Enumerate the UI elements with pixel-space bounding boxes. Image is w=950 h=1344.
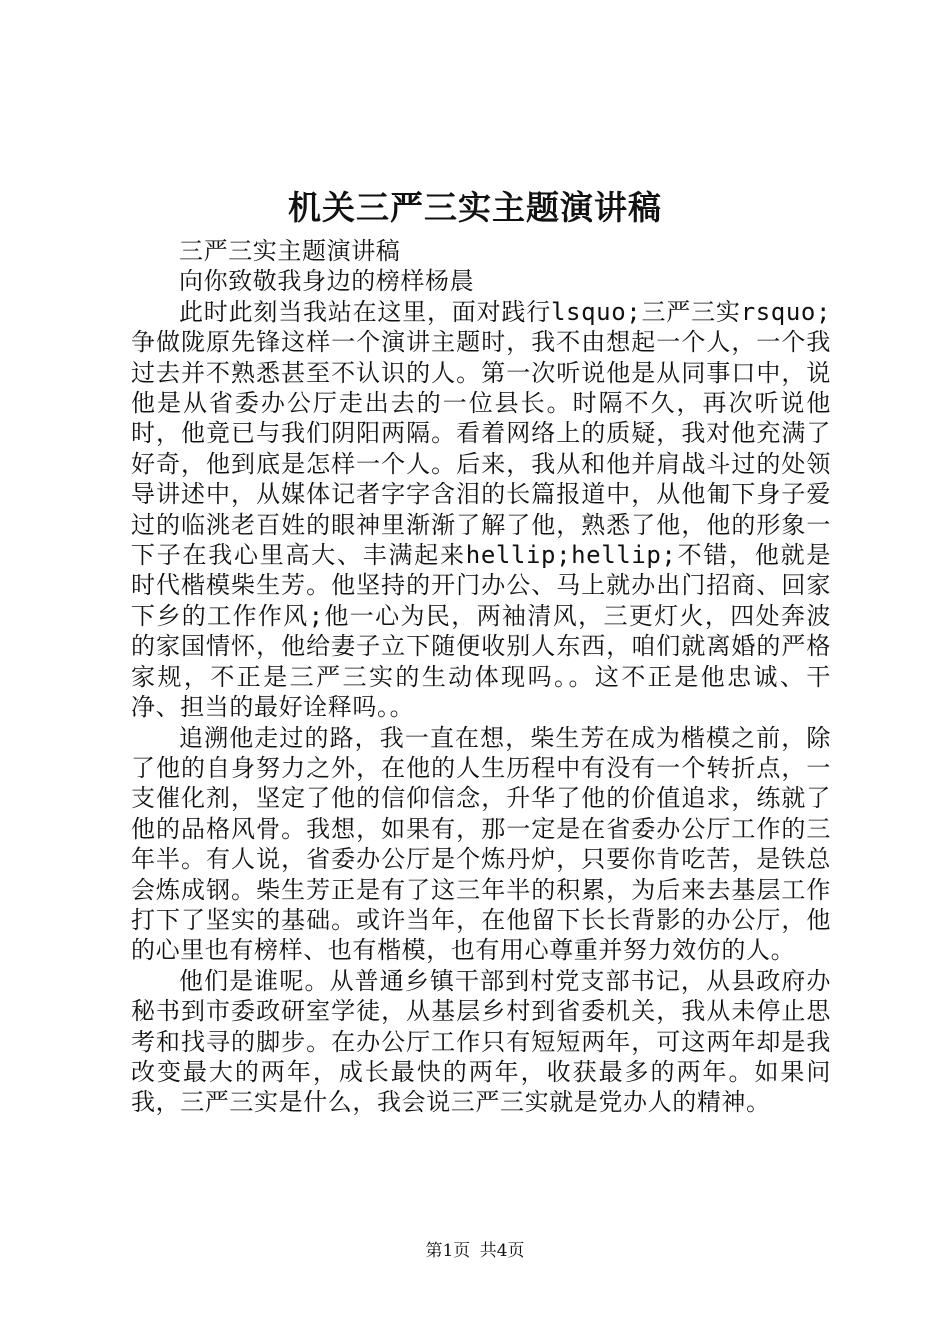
document-title: 机关三严三实主题演讲稿 — [288, 188, 662, 227]
body-paragraph: 此时此刻当我站在这里，面对践行lsquo;三严三实rsquo;争做陇原先锋这样一个演讲主题时，我不由想起一个人，一个我过去并不熟悉甚至不认识的人。第一次听说他是从同事口中，说他是从省委办公厅走出去的一位县长。时隔不久，再次听说他时，他竟已与我们阴阳两隔。看着网络上的质疑，我对他充满了好奇，他到底是怎样一个人。后来，我从和他并肩战斗过的处领导讲述中，从媒体记者字字含泪的长篇报道中，从他匍下身子爱过的临洮老百姓的眼神里渐渐了解了他，熟悉了他，他的形象一下子在我心里高大、丰满起来hellip;hellip;不错，他就是时代楷模柴生芳。他坚持的开门办公、马上就办出门招商、回家下乡的工作作风;他一心为民，两袖清风，三更灯火，四处奔波的家国情怀，他给妻子立下随便收别人东西，咱们就离婚的严格家规，不正是三严三实的生动体现吗。。这不正是他忠诚、干净、担当的最好诠释吗。。 — [131, 297, 831, 722]
heading-paragraph: 向你致敬我身边的榜样杨晨 — [179, 267, 475, 296]
page-number: 第1页 — [425, 1241, 471, 1261]
subtitle-paragraph: 三严三实主题演讲稿 — [179, 237, 401, 265]
page-total: 共4页 — [479, 1241, 525, 1261]
body-paragraph: 追溯他走过的路，我一直在想，柴生芳在成为楷模之前，除了他的自身努力之外，在他的人生历程中有没有一个转折点，一支催化剂，坚定了他的信仰信念，升华了他的价值追求，练就了他的品格风骨。我想，如果有，那一定是在省委办公厅工作的三年半。有人说，省委办公厅是个炼丹炉，只要你肯吃苦，是铁总会炼成钢。柴生芳正是有了这三年半的积累，为后来去基层工作打下了坚实的基础。或许当年，在他留下长长背影的办公厅，他的心里也有榜样、也有楷模，也有用心尊重并努力效仿的人。 — [131, 723, 831, 965]
document-body — [131, 236, 831, 1118]
page-footer — [0, 1240, 950, 1262]
body-paragraph: 他们是谁呢。从普通乡镇干部到村党支部书记，从县政府办秘书到市委政研室学徒，从基层乡村到省委机关，我从未停止思考和找寻的脚步。在办公厅工作只有短短两年，可这两年却是我改变最大的两年，成长最快的两年，收获最多的两年。如果问我，三严三实是什么，我会说三严三实就是党办人的精神。 — [131, 966, 831, 1117]
